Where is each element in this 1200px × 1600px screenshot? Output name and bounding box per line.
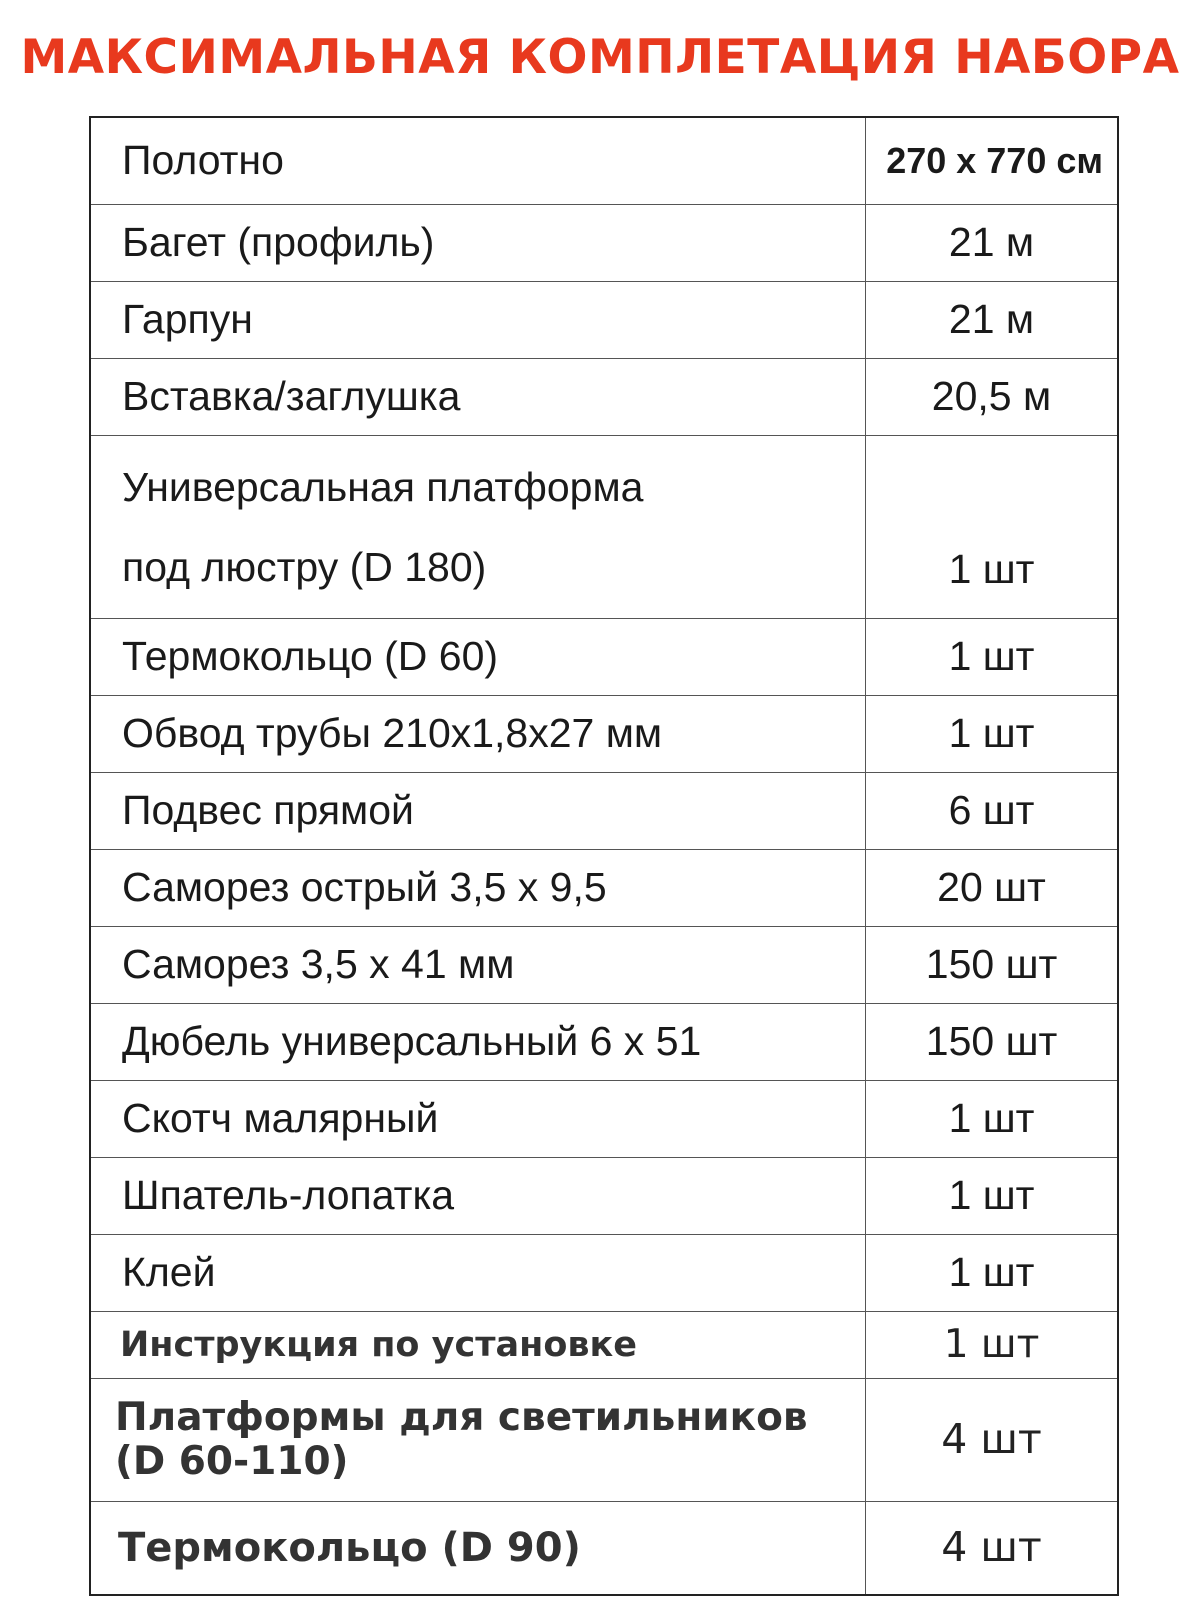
- table-row: [90, 696, 1118, 773]
- table-row: [90, 1312, 1118, 1379]
- table-row: [90, 850, 1118, 927]
- item-quantity: 150 шт: [866, 927, 1119, 1004]
- table-row: [90, 1502, 1118, 1596]
- item-name: Подвес прямой: [90, 773, 866, 850]
- item-name: Термокольцо (D 90): [90, 1502, 866, 1596]
- table-row: [90, 1004, 1118, 1081]
- item-quantity: 20 шт: [866, 850, 1119, 927]
- item-quantity: 1 шт: [866, 1235, 1119, 1312]
- item-name-line: Универсальная платформа: [122, 464, 644, 510]
- item-quantity: 150 шт: [866, 1004, 1119, 1081]
- page-title: МАКСИМАЛЬНАЯ КОМПЛЕТАЦИЯ НАБОРА: [20, 30, 1180, 85]
- item-name: [90, 436, 866, 619]
- table-row: [90, 282, 1118, 359]
- item-name: Термокольцо (D 60): [90, 619, 866, 696]
- kit-contents-table: [89, 116, 1119, 1596]
- item-name: Скотч малярный: [90, 1081, 866, 1158]
- item-name: Вставка/заглушка: [90, 359, 866, 436]
- item-name: Гарпун: [90, 282, 866, 359]
- item-name: [90, 1379, 866, 1502]
- item-quantity: 20,5 м: [866, 359, 1119, 436]
- item-name: Дюбель универсальный 6 х 51: [90, 1004, 866, 1081]
- item-quantity: 1 шт: [866, 619, 1119, 696]
- item-name: Инструкция по установке: [90, 1312, 866, 1379]
- item-name: Обвод трубы 210х1,8х27 мм: [90, 696, 866, 773]
- item-quantity: 1 шт: [866, 696, 1119, 773]
- table-row: [90, 205, 1118, 282]
- item-quantity: 1 шт: [866, 1312, 1119, 1379]
- table-row: [90, 1235, 1118, 1312]
- item-quantity: 21 м: [866, 205, 1119, 282]
- table-row: [90, 927, 1118, 1004]
- item-name-line: под люстру (D 180): [122, 544, 487, 590]
- item-name-line: (D 60-110): [115, 1439, 349, 1484]
- table-row: [90, 619, 1118, 696]
- item-name: Саморез 3,5 х 41 мм: [90, 927, 866, 1004]
- table-row: [90, 773, 1118, 850]
- item-quantity: 4 шт: [866, 1379, 1119, 1502]
- item-name: Полотно: [90, 117, 866, 205]
- item-name: Саморез острый 3,5 х 9,5: [90, 850, 866, 927]
- item-name: Шпатель-лопатка: [90, 1158, 866, 1235]
- item-quantity: 1 шт: [866, 1081, 1119, 1158]
- item-quantity: 4 шт: [866, 1502, 1119, 1596]
- table-row: [90, 117, 1118, 205]
- item-quantity: 270 x 770 см: [886, 140, 1103, 182]
- item-name-line: Платформы для светильников: [115, 1395, 808, 1440]
- item-quantity: 6 шт: [866, 773, 1119, 850]
- item-quantity: 1 шт: [866, 436, 1119, 619]
- table-row: [90, 1158, 1118, 1235]
- table-row: [90, 1379, 1118, 1502]
- item-quantity: 1 шт: [866, 1158, 1119, 1235]
- item-name: Багет (профиль): [90, 205, 866, 282]
- item-quantity: 21 м: [866, 282, 1119, 359]
- table-row: [90, 1081, 1118, 1158]
- item-name: Клей: [90, 1235, 866, 1312]
- table-row: [90, 436, 1118, 619]
- table-row: [90, 359, 1118, 436]
